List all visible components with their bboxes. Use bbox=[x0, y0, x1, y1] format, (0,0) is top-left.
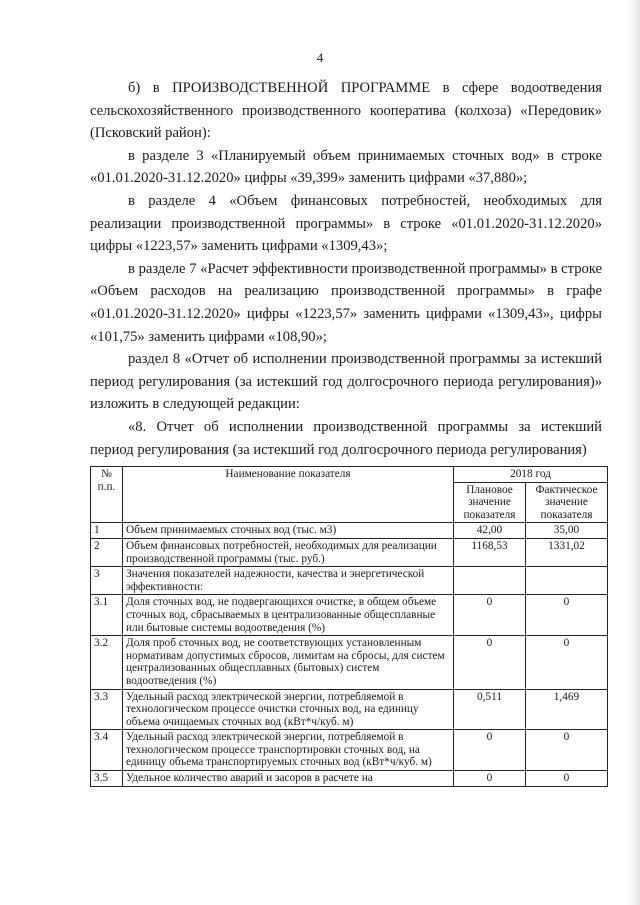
row-number: 3.4 bbox=[91, 730, 123, 771]
table-row bbox=[91, 523, 608, 539]
row-number: 2 bbox=[91, 538, 123, 566]
header-fact: Фактическое значение показателя bbox=[526, 482, 608, 523]
table-row bbox=[91, 730, 608, 771]
table-row bbox=[91, 771, 608, 787]
row-fact-value: 1331,02 bbox=[526, 538, 608, 566]
table-row bbox=[91, 538, 608, 566]
row-indicator: Удельное количество аварий и засоров в расчете на bbox=[123, 771, 454, 787]
row-plan-value: 0 bbox=[454, 595, 526, 636]
row-fact-value: 1,469 bbox=[526, 689, 608, 730]
row-plan-value bbox=[454, 567, 526, 595]
page-edge-shadow bbox=[626, 0, 640, 905]
header-number: № п.п. bbox=[91, 467, 123, 523]
row-indicator: Доля сточных вод, не подвергающихся очистке, в общем объеме сточных вод, сбрасываемых в централизованные общесплавные или бытовые системы водоотведения (%) bbox=[123, 595, 454, 636]
table-row bbox=[91, 689, 608, 730]
row-number: 1 bbox=[91, 523, 123, 539]
table-row bbox=[91, 595, 608, 636]
row-indicator: Удельный расход электрической энергии, потребляемой в технологическом процессе транспортировки сточных вод, на единицу объема транспортируемых сточных вод (кВт*ч/куб. м) bbox=[123, 730, 454, 771]
row-fact-value: 0 bbox=[526, 595, 608, 636]
row-fact-value bbox=[526, 567, 608, 595]
row-fact-value: 0 bbox=[526, 730, 608, 771]
row-number: 3 bbox=[91, 567, 123, 595]
row-fact-value: 0 bbox=[526, 636, 608, 689]
header-year: 2018 год bbox=[454, 467, 608, 483]
row-indicator: Объем принимаемых сточных вод (тыс. м3) bbox=[123, 523, 454, 539]
row-plan-value: 0 bbox=[454, 636, 526, 689]
table-row bbox=[91, 567, 608, 595]
row-fact-value: 35,00 bbox=[526, 523, 608, 539]
row-indicator: Объем финансовых потребностей, необходимых для реализации производственной программы (тыс. руб.) bbox=[123, 538, 454, 566]
row-indicator: Значения показателей надежности, качества и энергетической эффективности: bbox=[123, 567, 454, 595]
row-number: 3.3 bbox=[91, 689, 123, 730]
table-row bbox=[91, 636, 608, 689]
row-plan-value: 1168,53 bbox=[454, 538, 526, 566]
paragraph-report-title: «8. Отчет об исполнении производственной программы за истекший период регулирования (за истекший год долгосрочного периода регулирования) bbox=[90, 418, 602, 458]
document-body bbox=[90, 77, 602, 461]
row-plan-value: 0 bbox=[454, 730, 526, 771]
row-plan-value: 0,511 bbox=[454, 689, 526, 730]
paragraph-section-3: в разделе 3 «Планируемый объем принимаемых сточных вод» в строке «01.01.2020-31.12.2020» цифры «39,399» заменить цифрами «37,880»; bbox=[90, 147, 602, 187]
row-fact-value: 0 bbox=[526, 771, 608, 787]
paragraph-section-8: раздел 8 «Отчет об исполнении производственной программы за истекший период регулирования (за истекший год долгосрочного периода регулирования)» изложить в следующей редакции: bbox=[90, 351, 602, 413]
header-plan: Плановое значение показателя bbox=[454, 482, 526, 523]
header-indicator-name: Наименование показателя bbox=[123, 467, 454, 523]
row-plan-value: 0 bbox=[454, 771, 526, 787]
paragraph-b: б) в ПРОИЗВОДСТВЕННОЙ ПРОГРАММЕ в сфере водоотведения сельскохозяйственного производственного кооператива (колхоза) «Передовик» (Псковский район): bbox=[90, 80, 602, 142]
row-indicator: Удельный расход электрической энергии, потребляемой в технологическом процессе очистки сточных вод, на единицу объема очищаемых сточных вод (кВт*ч/куб. м) bbox=[123, 689, 454, 730]
row-number: 3.1 bbox=[91, 595, 123, 636]
page-number: 4 bbox=[316, 50, 324, 65]
paragraph-section-7: в разделе 7 «Расчет эффективности производственной программы» в строке «Объем расходов на реализацию производственной программы» в графе «01.01.2020-31.12.2020» цифры «1223,57» заменить цифрами «1309,43», цифры «101,75» заменить цифрами «108,90»; bbox=[90, 260, 602, 345]
row-number: 3.2 bbox=[91, 636, 123, 689]
row-plan-value: 42,00 bbox=[454, 523, 526, 539]
row-number: 3.5 bbox=[91, 771, 123, 787]
report-table bbox=[90, 466, 608, 787]
paragraph-section-4: в разделе 4 «Объем финансовых потребностей, необходимых для реализации производственной программы» в строке «01.01.2020-31.12.2020» цифры «1223,57» заменить цифрами «1309,43»; bbox=[90, 192, 602, 255]
row-indicator: Доля проб сточных вод, не соответствующих установленным нормативам допустимых сбросов, лимитам на сбросы, для систем централизованных общесплавных (бытовых) систем водоотведения (%) bbox=[123, 636, 454, 689]
